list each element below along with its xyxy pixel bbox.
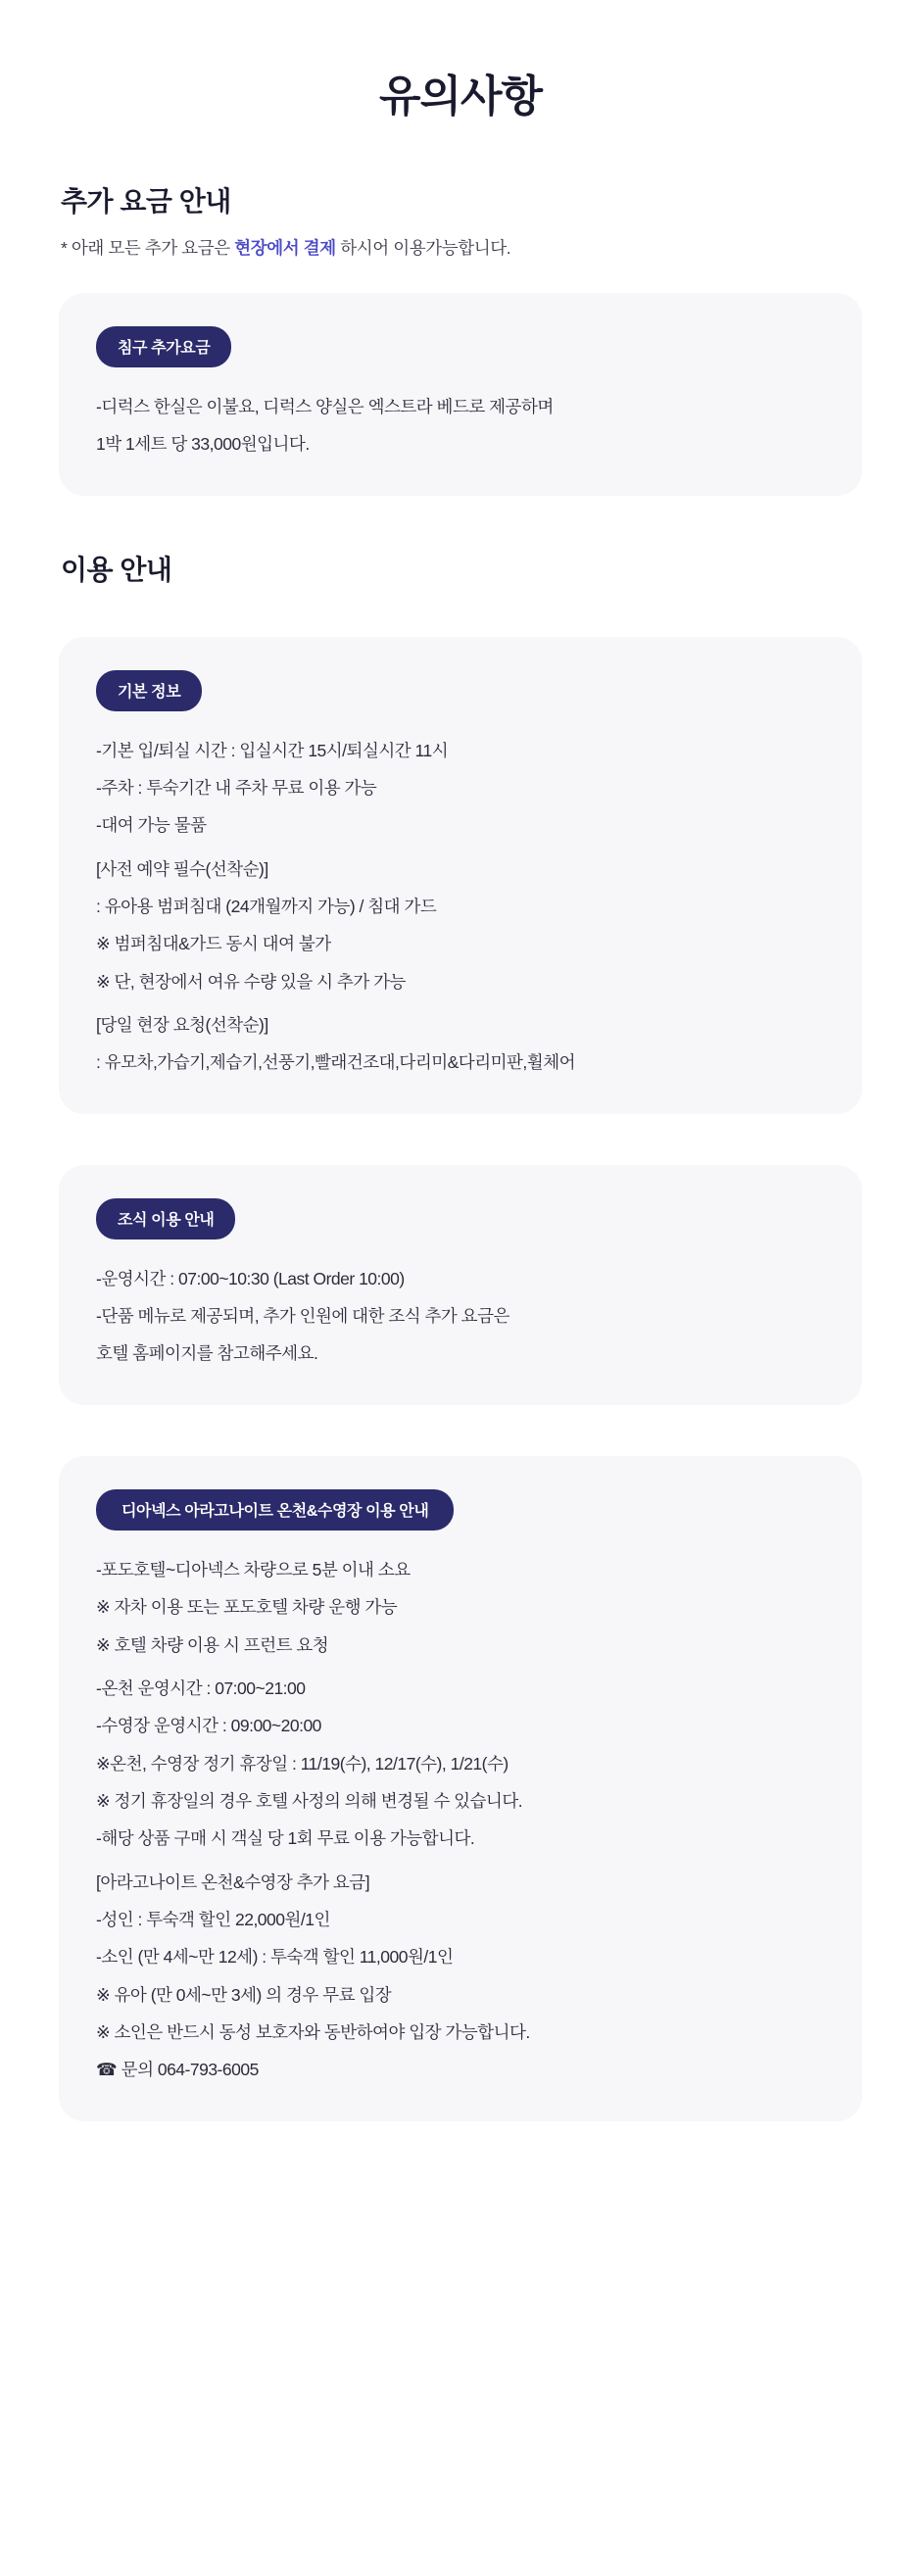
text-line: -주차 : 투숙기간 내 주차 무료 이용 가능 bbox=[96, 778, 377, 799]
extra-fee-heading: 추가 요금 안내 bbox=[61, 186, 231, 217]
contact-line: ☎ 문의 064-793-6005 bbox=[96, 2060, 259, 2080]
spa-pool-lines bbox=[96, 1556, 825, 2084]
text-line: ※ 범퍼침대&가드 동시 대여 불가 bbox=[96, 934, 331, 954]
bedding-fee-badge: 침구 추가요금 bbox=[96, 326, 231, 367]
text-line: ※ 소인은 반드시 동성 보호자와 동반하여야 입장 가능합니다. bbox=[96, 2021, 530, 2042]
text-line: 호텔 홈페이지를 참고해주세요. bbox=[96, 1343, 318, 1364]
text-line: ※온천, 수영장 정기 휴장일 : 11/19(수), 12/17(수), 1/21(수) bbox=[96, 1753, 509, 1774]
text-line: [당일 현장 요청(선착순)] bbox=[96, 1015, 268, 1036]
page-title: 유의사항 bbox=[378, 73, 542, 121]
basic-info-lines bbox=[96, 737, 825, 1077]
text-line: : 유아용 범퍼침대 (24개월까지 가능) / 침대 가드 bbox=[96, 897, 437, 917]
breakfast-badge: 조식 이용 안내 bbox=[96, 1198, 235, 1239]
text-line: -소인 (만 4세~만 12세) : 투숙객 할인 11,000원/1인 bbox=[96, 1947, 454, 1968]
text-line: -디럭스 한실은 이불요, 디럭스 양실은 엑스트라 베드로 제공하며 bbox=[96, 397, 554, 416]
text-line: [사전 예약 필수(선착순)] bbox=[96, 858, 268, 879]
basic-info-card bbox=[59, 637, 862, 1114]
text-line: ※ 단, 현장에서 여유 수량 있을 시 추가 가능 bbox=[96, 971, 406, 992]
spa-pool-badge: 디아넥스 아라고나이트 온천&수영장 이용 안내 bbox=[96, 1489, 454, 1531]
payment-notice-prefix: * 아래 모든 추가 요금은 bbox=[61, 238, 235, 258]
text-line: ※ 정기 휴장일의 경우 호텔 사정의 의해 변경될 수 있습니다. bbox=[96, 1790, 523, 1811]
text-line: -운영시간 : 07:00~10:30 (Last Order 10:00) bbox=[96, 1268, 405, 1288]
text-line: : 유모차,가습기,제습기,선풍기,빨래건조대,다리미&다리미판,휠체어 bbox=[96, 1052, 576, 1073]
text-line: [아라고나이트 온천&수영장 추가 요금] bbox=[96, 1871, 370, 1892]
text-line: -포도호텔~디아넥스 차량으로 5분 이내 소요 bbox=[96, 1559, 411, 1580]
text-line: -단품 메뉴로 제공되며, 추가 인원에 대한 조식 추가 요금은 bbox=[96, 1306, 509, 1327]
spacer bbox=[59, 604, 862, 637]
bedding-fee-card bbox=[59, 293, 862, 496]
text-line: ※ 자차 이용 또는 포도호텔 차량 운행 가능 bbox=[96, 1597, 398, 1618]
text-line: -해당 상품 구매 시 객실 당 1회 무료 이용 가능합니다. bbox=[96, 1828, 475, 1849]
payment-notice-highlight: 현장에서 결제 bbox=[234, 238, 336, 258]
text-line: -성인 : 투숙객 할인 22,000원/1인 bbox=[96, 1909, 330, 1929]
payment-notice-suffix: 하시어 이용가능합니다. bbox=[335, 238, 511, 258]
payment-notice bbox=[61, 235, 862, 260]
basic-info-badge: 기본 정보 bbox=[96, 670, 202, 711]
text-line: -온천 운영시간 : 07:00~21:00 bbox=[96, 1677, 306, 1698]
text-line: 1박 1세트 당 33,000원입니다. bbox=[96, 434, 310, 455]
text-line: ※ 유아 (만 0세~만 3세) 의 경우 무료 입장 bbox=[96, 1984, 392, 2005]
breakfast-card bbox=[59, 1165, 862, 1405]
text-line: -대여 가능 물품 bbox=[96, 815, 207, 836]
text-line: -수영장 운영시간 : 09:00~20:00 bbox=[96, 1716, 321, 1736]
usage-heading: 이용 안내 bbox=[61, 554, 172, 585]
bedding-fee-lines bbox=[96, 393, 825, 459]
text-line: ※ 호텔 차량 이용 시 프런트 요청 bbox=[96, 1634, 329, 1655]
spa-pool-card bbox=[59, 1456, 862, 2121]
text-line: -기본 입/퇴실 시간 : 입실시간 15시/퇴실시간 11시 bbox=[96, 740, 449, 760]
breakfast-lines bbox=[96, 1265, 825, 1368]
